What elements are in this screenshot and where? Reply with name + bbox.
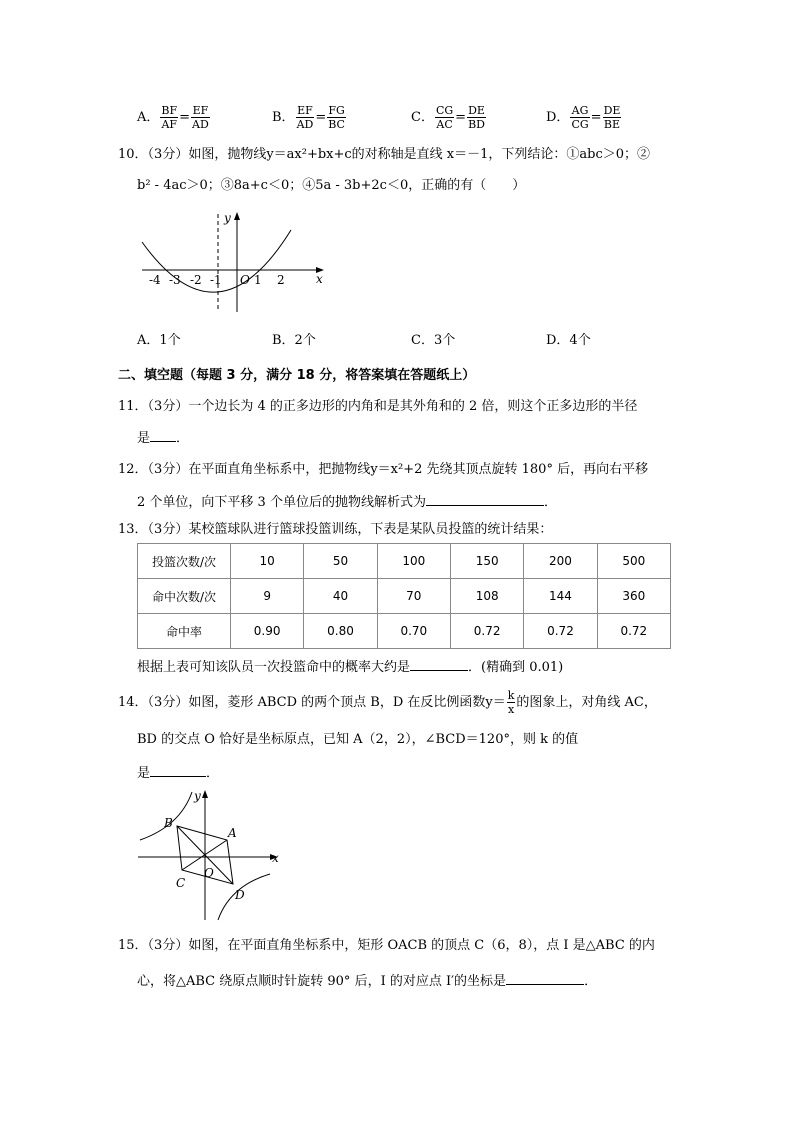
table-row bbox=[138, 614, 671, 649]
fraction: $\frac{AG}{CG}$ bbox=[571, 104, 589, 131]
x-label: x bbox=[272, 851, 279, 865]
table-cell: 0.72 bbox=[597, 614, 670, 649]
q12-line1: 12．（3分）在平面直角坐标系中，把抛物线y＝x²+2 先绕其顶点旋转 180° 后，再向右平移 bbox=[118, 462, 649, 477]
q10-option-b: B．2个 bbox=[272, 333, 316, 348]
table-cell: 70 bbox=[377, 579, 450, 614]
tick-label: 1 bbox=[254, 273, 262, 287]
point-label-c: C bbox=[176, 876, 186, 890]
table-cell: 144 bbox=[524, 579, 597, 614]
y-axis-arrow-icon bbox=[202, 790, 208, 798]
q10-parabola-graph bbox=[138, 208, 333, 318]
tick-label: -1 bbox=[210, 273, 222, 287]
table-cell: 500 bbox=[597, 544, 670, 579]
table-cell: 0.90 bbox=[231, 614, 304, 649]
q10-option-c: C．3个 bbox=[411, 333, 456, 348]
q10-option-a: A．1个 bbox=[137, 333, 181, 348]
q14-rhombus-graph bbox=[136, 786, 286, 922]
q10-option-d: D．4个 bbox=[546, 333, 591, 348]
fraction: $\frac{DE}{BD}$ bbox=[468, 104, 485, 131]
answer-blank[interactable] bbox=[150, 427, 176, 442]
origin-label: O bbox=[240, 273, 250, 287]
tick-label: -3 bbox=[169, 273, 181, 287]
q14-line1: 14．（3分）如图，菱形 ABCD 的两个顶点 B，D 在反比例函数y＝ $\frac{k}{x}$ 的图象上，对角线 AC， bbox=[118, 689, 657, 716]
y-label: y bbox=[224, 211, 231, 225]
q11-line2: 是 ． bbox=[137, 427, 189, 448]
x-label: x bbox=[316, 272, 323, 286]
q15-line1: 15．（3分）如图，在平面直角坐标系中，矩形 OACB 的顶点 C（6，8），点 I 是△ABC 的内 bbox=[118, 938, 655, 953]
q13-line1: 13．（3分）某校篮球队进行篮球投篮训练，下表是某队员投篮的统计结果： bbox=[118, 522, 553, 537]
section-heading: 二、填空题（每题 3 分，满分 18 分，将答案填在答题纸上） bbox=[118, 368, 476, 383]
table-cell: 0.70 bbox=[377, 614, 450, 649]
q9-option-d: D． $\frac{AG}{CG}$ = $\frac{DE}{BE}$ bbox=[546, 104, 621, 131]
table-cell: 0.72 bbox=[450, 614, 523, 649]
q13-stats-table bbox=[137, 543, 671, 649]
table-row bbox=[138, 579, 671, 614]
table-cell: 360 bbox=[597, 579, 670, 614]
q13-line2: 根据上表可知该队员一次投篮命中的概率大约是 ．(精确到 0.01) bbox=[137, 656, 563, 677]
table-cell: 150 bbox=[450, 544, 523, 579]
table-cell: 0.72 bbox=[524, 614, 597, 649]
table-cell: 50 bbox=[304, 544, 377, 579]
q10-line2: b² - 4ac＞0；③8a+c＜0；④5a - 3b+2c＜0，正确的有（ ） bbox=[137, 178, 526, 193]
table-cell: 200 bbox=[524, 544, 597, 579]
tick-label: -4 bbox=[149, 273, 161, 287]
answer-blank[interactable] bbox=[150, 762, 206, 777]
q14-line2: BD 的交点 O 恰好是坐标原点，已知 A（2，2），∠BCD＝120°，则 k 的值 bbox=[137, 732, 579, 747]
point-label-a: A bbox=[228, 826, 237, 840]
answer-blank[interactable] bbox=[410, 656, 468, 671]
answer-blank[interactable] bbox=[506, 970, 584, 985]
q11-line1: 11．（3分）一个边长为 4 的正多边形的内角和是其外角和的 2 倍，则这个正多边形的半径 bbox=[118, 399, 638, 414]
table-cell: 0.80 bbox=[304, 614, 377, 649]
table-row bbox=[138, 544, 671, 579]
q10-line1: 10．（3分）如图，抛物线y＝ax²+bx+c的对称轴是直线 x＝－1，下列结论：①abc＞0；② bbox=[118, 147, 651, 162]
fraction: $\frac{EF}{AD}$ bbox=[192, 104, 209, 131]
fraction: $\frac{k}{x}$ bbox=[507, 689, 515, 716]
point-label-d: D bbox=[235, 888, 245, 902]
fraction: $\frac{BF}{AF}$ bbox=[161, 104, 178, 131]
y-label: y bbox=[194, 789, 201, 803]
q12-line2: 2 个单位，向下平移 3 个单位后的抛物线解析式为 ． bbox=[137, 491, 557, 512]
table-cell: 100 bbox=[377, 544, 450, 579]
table-cell: 命中率 bbox=[138, 614, 231, 649]
q9-option-c: C． $\frac{CG}{AC}$ = $\frac{DE}{BD}$ bbox=[411, 104, 485, 131]
answer-blank[interactable] bbox=[426, 491, 544, 506]
q14-line3: 是 ． bbox=[137, 762, 219, 783]
q15-line2: 心，将△ABC 绕原点顺时针旋转 90° 后，I 的对应点 I′的坐标是 ． bbox=[137, 970, 597, 991]
tick-label: 2 bbox=[277, 273, 285, 287]
table-cell: 108 bbox=[450, 579, 523, 614]
table-cell: 10 bbox=[231, 544, 304, 579]
y-axis-arrow-icon bbox=[234, 212, 240, 220]
table-cell: 命中次数/次 bbox=[138, 579, 231, 614]
fraction: $\frac{EF}{AD}$ bbox=[296, 104, 314, 131]
fraction: $\frac{CG}{AC}$ bbox=[435, 104, 454, 131]
fraction: $\frac{FG}{BC}$ bbox=[328, 104, 345, 131]
table-cell: 9 bbox=[231, 579, 304, 614]
table-cell: 投篮次数/次 bbox=[138, 544, 231, 579]
fraction: $\frac{DE}{BE}$ bbox=[603, 104, 621, 131]
table-cell: 40 bbox=[304, 579, 377, 614]
tick-label: -2 bbox=[190, 273, 202, 287]
q9-option-a: A． $\frac{BF}{AF}$ = $\frac{EF}{AD}$ bbox=[137, 104, 209, 131]
q9-option-b: B． $\frac{EF}{AD}$ = $\frac{FG}{BC}$ bbox=[272, 104, 345, 131]
point-label-b: B bbox=[164, 816, 173, 830]
point-label-o: O bbox=[204, 866, 214, 880]
